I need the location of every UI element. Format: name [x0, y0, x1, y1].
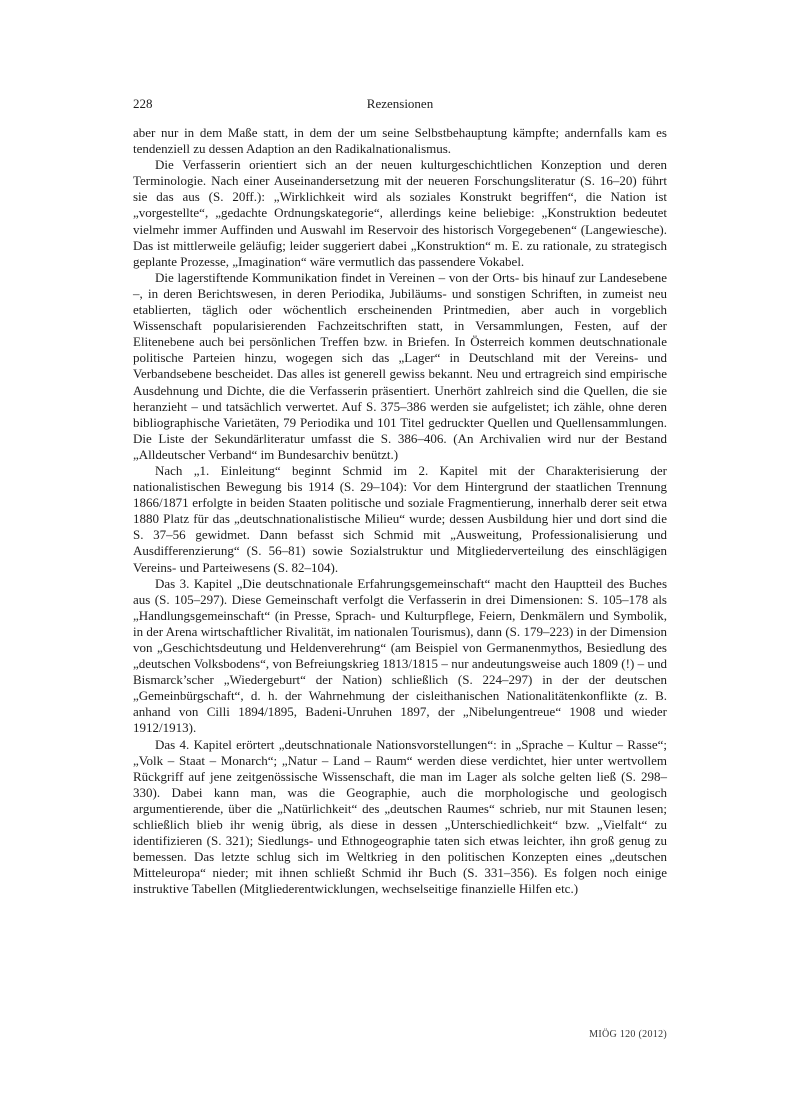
running-head — [133, 96, 667, 116]
paragraph: aber nur in dem Maße statt, in dem der um seine Selbstbehauptung kämpfte; andernfalls kam es tendenziell zu dessen Adaption an den Radikalnationalismus. — [133, 125, 667, 157]
section-title: Rezensionen — [366, 96, 434, 111]
paragraph: Die Verfasserin orientiert sich an der neuen kulturgeschichtlichen Konzeption und deren Terminologie. Nach einer Auseinandersetzung mit der neueren Forschungsliteratur (S. 16–20) führt sie das aus (S. 20ff.): „Wirklichkeit wird als soziales Konstrukt begriffen“, die Nation ist „vorgestellte“, „gedachte Ordnungskategorie“, allerdings keine beliebige: „Konstruktion bedeutet vielmehr immer Auffinden und Auswahl im Reservoir des historisch Vorgegebenen“ (Langewiesche). Das ist mittlerweile geläufig; leider suggeriert dabei „Konstruktion“ m. E. zu rationale, zu strategisch geplante Prozesse, „Imagination“ wäre vermutlich das passendere Vokabel. — [133, 157, 667, 269]
paragraph: Das 4. Kapitel erörtert „deutschnationale Nationsvorstellungen“: in „Sprache – Kultur – Rasse“; „Volk – Staat – Monarch“; „Natur – Land – Raum“ werden diese verdichtet, hier unter wertvollem Rückgriff auf jene zeitgenössische Wissenschaft, die man im Lager als solche gelten ließ (S. 298–330). Dabei kann man, was die Geographie, auch die morphologische und geologisch argumentierende, über die „Natürlichkeit“ des „deutschen Raumes“ schrieb, nur mit Staunen lesen; schließlich blieb ihr wenig übrig, als diese in dessen „Unterschiedlichkeit“ bzw. „Vielfalt“ zu identifizieren (S. 321); Siedlungs- und Ethnogeographie taten sich etwas leichter, ihn groß genug zu bemessen. Das letzte schlug sich im Weltkrieg in den politischen Konzepten eines „deutschen Mitteleuropa“ nieder; mit ihnen schließt Schmid ihr Buch (S. 331–356). Es folgen noch einige instruktive Tabellen (Mitgliederentwicklungen, wechselseitige finanzielle Hilfen etc.) — [133, 736, 667, 897]
paragraph: Das 3. Kapitel „Die deutschnationale Erfahrungsgemeinschaft“ macht den Hauptteil des Buches aus (S. 105–297). Diese Gemeinschaft verfolgt die Verfasserin in drei Dimensionen: S. 105–178 als „Handlungsgemeinschaft“ (in Presse, Sprach- und Kulturpflege, Feiern, Denkmälern und Symbolik, in der Arena wirtschaftlicher Rivalität, im nationalen Tourismus), dann (S. 179–223) in der Dimension von „Geschichtsdeutung und Heldenverehrung“ (am Beispiel von Germanenmythos, Besiedlung des „deutschen Volksbodens“, von Befreiungskrieg 1813/1815 – nur andeutungsweise auch 1809 (!) – und Bismarck’scher „Wiedergeburt“ der Nation) schließlich (S. 224–297) in der der deutschen „Gemeinbürgschaft“, d. h. der Wahrnehmung der cisleithanischen Nationalitätenkonflikte (z. B. anhand von Cilli 1894/1895, Badeni-Unruhen 1897, der „Nibelungentreue“ 1908 und wieder 1912/1913). — [133, 575, 667, 736]
paragraph: Nach „1. Einleitung“ beginnt Schmid im 2. Kapitel mit der Charakterisierung der nationalistischen Bewegung bis 1914 (S. 29–104): Vor dem Hintergrund der staatlichen Trennung 1866/1871 erfolgte in beiden Staaten politische und soziale Fragmentierung, innerhalb derer seit etwa 1880 Platz für das „deutschnationalistische Milieu“ wurde; dessen Ausbildung hier und dort sind die S. 37–56 gewidmet. Dann befasst sich Schmid mit „Ausweitung, Professionalisierung und Ausdifferenzierung“ (S. 56–81) sowie Sozialstruktur und Mitgliederverteilung des einschlägigen Vereins- und Parteiwesens (S. 82–104). — [133, 462, 667, 575]
body-text — [133, 125, 667, 898]
paragraph: Die lagerstiftende Kommunikation findet in Vereinen – von der Orts- bis hinauf zur Landesebene –, in deren Berichtswesen, in deren Periodika, Jubiläums- und sonstigen Schriften, in zumeist neu etablierten, täglich oder wöchentlich erscheinenden Printmedien, aber auch in vorgeblich Wissenschaft popularisierenden Fachzeitschriften statt, in Versammlungen, Festen, auf der Elitenebene auch bei persönlichen Treffen bzw. in Briefen. In Österreich kommen deutschnationale politische Parteien hinzu, wogegen sich das „Lager“ in Deutschland mit der Vereins- und Verbandsebene bescheidet. Das alles ist generell gewiss bekannt. Neu und ertragreich sind empirische Ausdehnung und Dichte, die die Verfasserin präsentiert. Unerhört zahlreich sind die Quellen, die sie heranzieht – und tatsächlich verwertet. Auf S. 375–386 werden sie aufgelistet; ich zähle, ohne deren bibliographische Varietäten, 79 Periodika und 101 Titel gedruckter Quellen und Quellensammlungen. Die Liste der Sekundärliteratur umfasst die S. 386–406. (An Archivalien wird nur der Bestand „Alldeutscher Verband“ im Bundesarchiv benützt.) — [133, 269, 667, 462]
document-page — [133, 0, 667, 1101]
page-number: 228 — [133, 96, 153, 111]
journal-footer: MIÖG 120 (2012) — [589, 1029, 667, 1040]
